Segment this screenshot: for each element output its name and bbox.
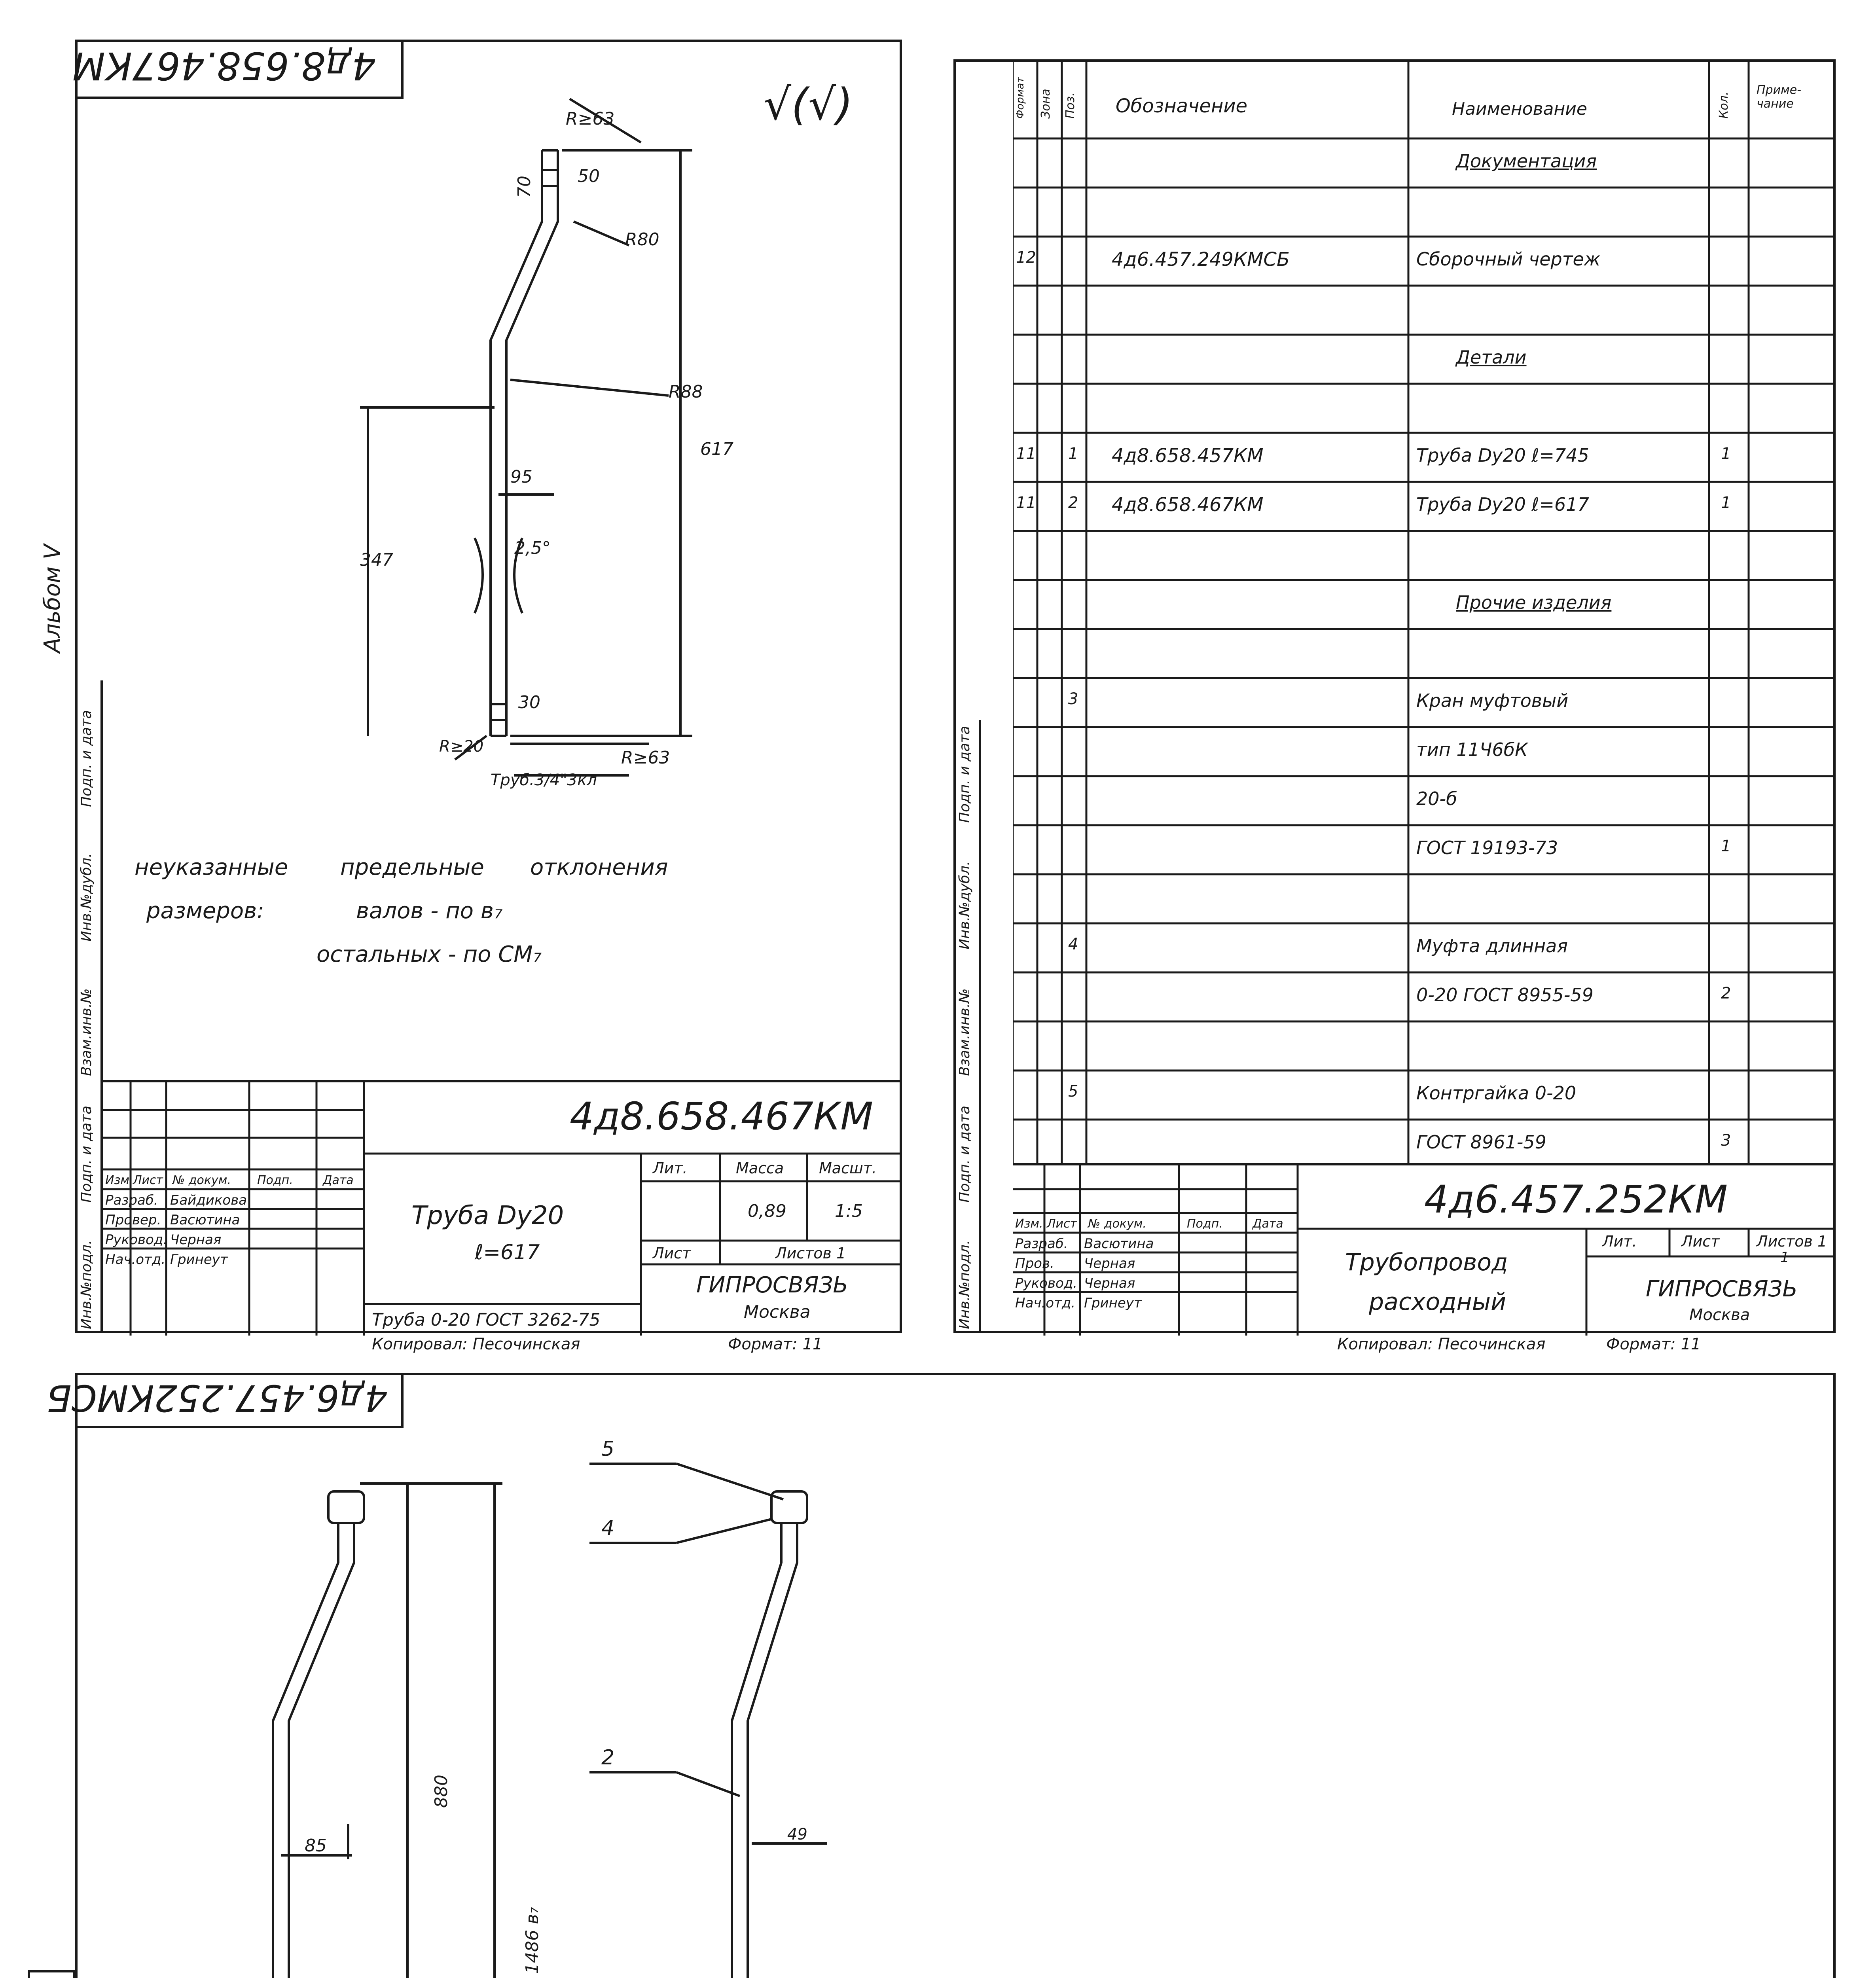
dim-85: 85: [305, 1836, 327, 1856]
spec-cell-pos: 1: [1068, 445, 1078, 463]
sheet1-side-label-1: Подп. и дата: [78, 1105, 95, 1203]
sheet2-role-1: Лист: [1047, 1217, 1077, 1231]
dim-95: 95: [510, 467, 532, 487]
sheet2-role-4: Дата: [1253, 1217, 1283, 1231]
sheet1-note-line2b: валов - по в₇: [356, 898, 503, 924]
sheet1-org: ГИПРОСВЯЗЬ: [696, 1272, 848, 1298]
spec-cell-name: Труба Dу20 ℓ=617: [1416, 494, 1589, 515]
spec-cell-name: ГОСТ 19193-73: [1416, 837, 1558, 858]
sheet1-note-line1c: отклонения: [530, 854, 668, 880]
sheet1-lit-label: Лит.: [653, 1160, 688, 1177]
sheet1-copied: Копировал: Песочинская: [372, 1335, 580, 1353]
sheet2-person-0-role: Разраб.: [1015, 1236, 1068, 1252]
sheet2-lit-label: Лит.: [1602, 1233, 1637, 1250]
sheet2-copied: Копировал: Песочинская: [1337, 1335, 1546, 1353]
sheet1-scale-label: Масшт.: [819, 1160, 877, 1177]
sheet2-designation: 4д6.457.252КМ: [1424, 1177, 1728, 1222]
dim-angle: 2,5°: [514, 538, 551, 558]
sheet2-side-label-2: Взам.инв.№: [957, 988, 973, 1076]
spec-cell-qty: 1: [1721, 445, 1731, 463]
callout-5: 5: [601, 1437, 615, 1461]
dim-70: 70: [514, 176, 534, 198]
callout-2: 2: [601, 1746, 615, 1770]
sheet1-side-label-4: Подп. и дата: [78, 710, 95, 807]
spec-cell-name: Контргайка 0-20: [1416, 1082, 1577, 1104]
spec-header-format: Формат: [1014, 77, 1026, 119]
spec-cell-fmt: 11: [1016, 445, 1036, 463]
dim-49: 49: [787, 1825, 807, 1843]
sheet1-pipe-drawing: [72, 40, 902, 831]
spec-header-name: Наименование: [1452, 99, 1587, 119]
sheet1-mass: 0,89: [748, 1201, 786, 1221]
spec-cell-pos: 5: [1068, 1082, 1078, 1101]
sheet1-designation: 4д8.658.467КМ: [570, 1094, 874, 1139]
sheet1-side-label-0: Инв.№подл.: [78, 1240, 95, 1329]
spec-cell-fmt: 11: [1016, 494, 1036, 512]
spec-cell-name: Труба Dу20 ℓ=745: [1416, 445, 1589, 466]
spec-header-zone: Зона: [1039, 89, 1053, 119]
sheet1-note-line1a: неуказанные: [135, 854, 288, 880]
sheet1-side-label-2: Взам.инв.№: [78, 988, 95, 1076]
spec-cell-code: 4д6.457.249КМСБ: [1112, 248, 1290, 271]
spec-cell-fmt: 12: [1016, 248, 1036, 267]
sheet2-name-line2: расходный: [1369, 1288, 1506, 1316]
sheet3-side-strip: [28, 1970, 75, 1978]
sheet1-note-line3: остальных - по СМ₇: [316, 942, 542, 967]
sheet2-person-1-role: Пров.: [1015, 1256, 1054, 1271]
sheet1-person-3-role: Нач.отд.: [105, 1252, 166, 1268]
spec-cell-code: 4д8.658.467КМ: [1112, 494, 1264, 516]
sheet1-name-line2: ℓ=617: [475, 1241, 540, 1264]
sheet1-sheets-label: Листов 1: [775, 1245, 846, 1262]
spec-cell-name: Документация: [1456, 150, 1597, 172]
sheet3-code-mirrored: 4д6.457.252КМСБ: [46, 1377, 388, 1419]
sheet1-title-block: [103, 1080, 902, 1333]
sheet2-side-label-3: Инв.№дубл.: [957, 861, 973, 949]
sheet1-role-2: № докум.: [172, 1173, 231, 1187]
sheet2-format: Формат: 11: [1606, 1335, 1701, 1353]
spec-cell-name: ГОСТ 8961-59: [1416, 1131, 1546, 1153]
sheet2-side-label-1: Подп. и дата: [957, 1105, 973, 1203]
roughness-mark: √(√): [764, 79, 853, 130]
sheet1-person-0-name: Байдикова: [170, 1192, 247, 1208]
dim-r80: R80: [625, 229, 659, 250]
sheet1-code-mirrored: 4д8.658.467КМ: [72, 44, 376, 88]
callout-4: 4: [601, 1516, 615, 1540]
spec-header-note: Приме-чание: [1757, 83, 1802, 111]
dim-1486: 1486 в₇: [522, 1907, 542, 1974]
sheet2-person-0-name: Васютина: [1084, 1236, 1154, 1252]
spec-cell-qty: 2: [1721, 984, 1731, 1002]
sheet2-sheets-label: Листов 1: [1757, 1233, 1827, 1250]
spec-cell-name: Детали: [1456, 347, 1527, 368]
sheet2-role-2: № докум.: [1088, 1217, 1146, 1231]
spec-cell-name: 20-б: [1416, 788, 1457, 809]
dim-r-top: R≥63: [566, 109, 615, 129]
dim-r-bottom: R≥63: [621, 748, 670, 768]
spec-cell-qty: 1: [1721, 494, 1731, 512]
spec-cell-qty: 1: [1721, 837, 1731, 855]
sheet2-person-2-name: Черная: [1084, 1275, 1135, 1291]
sheet1-person-1-name: Васютина: [170, 1212, 240, 1228]
sheet2-role-0: Изм.: [1015, 1217, 1043, 1231]
dim-r20: R≥20: [439, 737, 484, 756]
sheet1-side-label-3: Инв.№дубл.: [78, 853, 95, 942]
sheet2-sheet-no: 1: [1780, 1249, 1789, 1266]
sheet2-role-3: Подп.: [1187, 1217, 1223, 1231]
sheet2-person-3-role: Нач.отд.: [1015, 1295, 1076, 1311]
dim-50: 50: [578, 166, 600, 186]
sheet2-sheet-label: Лист: [1681, 1233, 1720, 1250]
sheet1-name-line1: Труба Dу20: [411, 1201, 564, 1230]
thread-spec: Труб.3/4"3кл: [491, 771, 597, 789]
spec-header-pos: Поз.: [1063, 92, 1077, 119]
sheet1-person-2-role: Руковод.: [105, 1232, 168, 1248]
spec-cell-pos: 3: [1068, 690, 1078, 708]
spec-cell-pos: 4: [1068, 935, 1078, 953]
sheet1-format: Формат: 11: [728, 1335, 823, 1353]
sheet1-person-1-role: Провер.: [105, 1212, 161, 1228]
sheet1-role-0: Изм.: [105, 1173, 133, 1187]
sheet1-person-0-role: Разраб.: [105, 1192, 158, 1208]
sheet2-side-label-4: Подп. и дата: [957, 726, 973, 823]
sheet1-role-4: Дата: [323, 1173, 354, 1187]
sheet2-person-1-name: Черная: [1084, 1256, 1135, 1271]
sheet1-note-line2a: размеров:: [146, 898, 265, 924]
sheet1-city: Москва: [744, 1302, 811, 1322]
sheet1-role-3: Подп.: [257, 1173, 293, 1187]
dim-r88: R88: [669, 382, 703, 402]
sheet1-scale: 1:5: [835, 1201, 863, 1221]
sheet1-person-3-name: Гринеут: [170, 1252, 228, 1268]
spec-cell-name: Муфта длинная: [1416, 935, 1568, 957]
sheet2-person-3-name: Гринеут: [1084, 1295, 1142, 1311]
spec-cell-name: Прочие изделия: [1456, 592, 1612, 613]
dim-347: 347: [360, 550, 393, 570]
sheet3-assembly-drawing: [46, 1373, 1836, 1978]
sheet2-title-block: [1013, 1163, 1836, 1333]
sheet2-city: Москва: [1689, 1306, 1750, 1324]
spec-cell-qty: 3: [1721, 1131, 1731, 1150]
sheet2-person-2-role: Руковод.: [1015, 1275, 1078, 1291]
dim-30: 30: [518, 692, 540, 712]
sheet1-sheet-label: Лист: [653, 1245, 691, 1262]
sheet2-name-line1: Трубопровод: [1345, 1249, 1508, 1276]
spec-cell-pos: 2: [1068, 494, 1078, 512]
spec-table: [1013, 59, 1836, 1163]
dim-617: 617: [700, 439, 733, 459]
sheet1-person-2-name: Черная: [170, 1232, 222, 1248]
spec-cell-code: 4д8.658.457КМ: [1112, 445, 1264, 467]
sheet1-note-line1b: предельные: [340, 854, 484, 880]
sheet2-side-label-0: Инв.№подл.: [957, 1240, 973, 1329]
sheet1-role-1: Лист: [133, 1173, 163, 1187]
spec-cell-name: Кран муфтовый: [1416, 690, 1569, 711]
sheet1-mass-label: Масса: [736, 1160, 784, 1177]
spec-cell-name: тип 11Ч6бК: [1416, 739, 1528, 760]
dim-880: 880: [431, 1775, 451, 1808]
spec-header-qty: Кол.: [1717, 91, 1731, 119]
spec-cell-name: Сборочный чертеж: [1416, 248, 1601, 270]
spec-header-code: Обозначение: [1116, 95, 1248, 117]
album-label: Альбом V: [40, 544, 65, 653]
spec-cell-name: 0-20 ГОСТ 8955-59: [1416, 984, 1594, 1006]
sheet2-org: ГИПРОСВЯЗЬ: [1646, 1276, 1798, 1302]
sheet1-material: Труба 0-20 ГОСТ 3262-75: [372, 1310, 601, 1330]
